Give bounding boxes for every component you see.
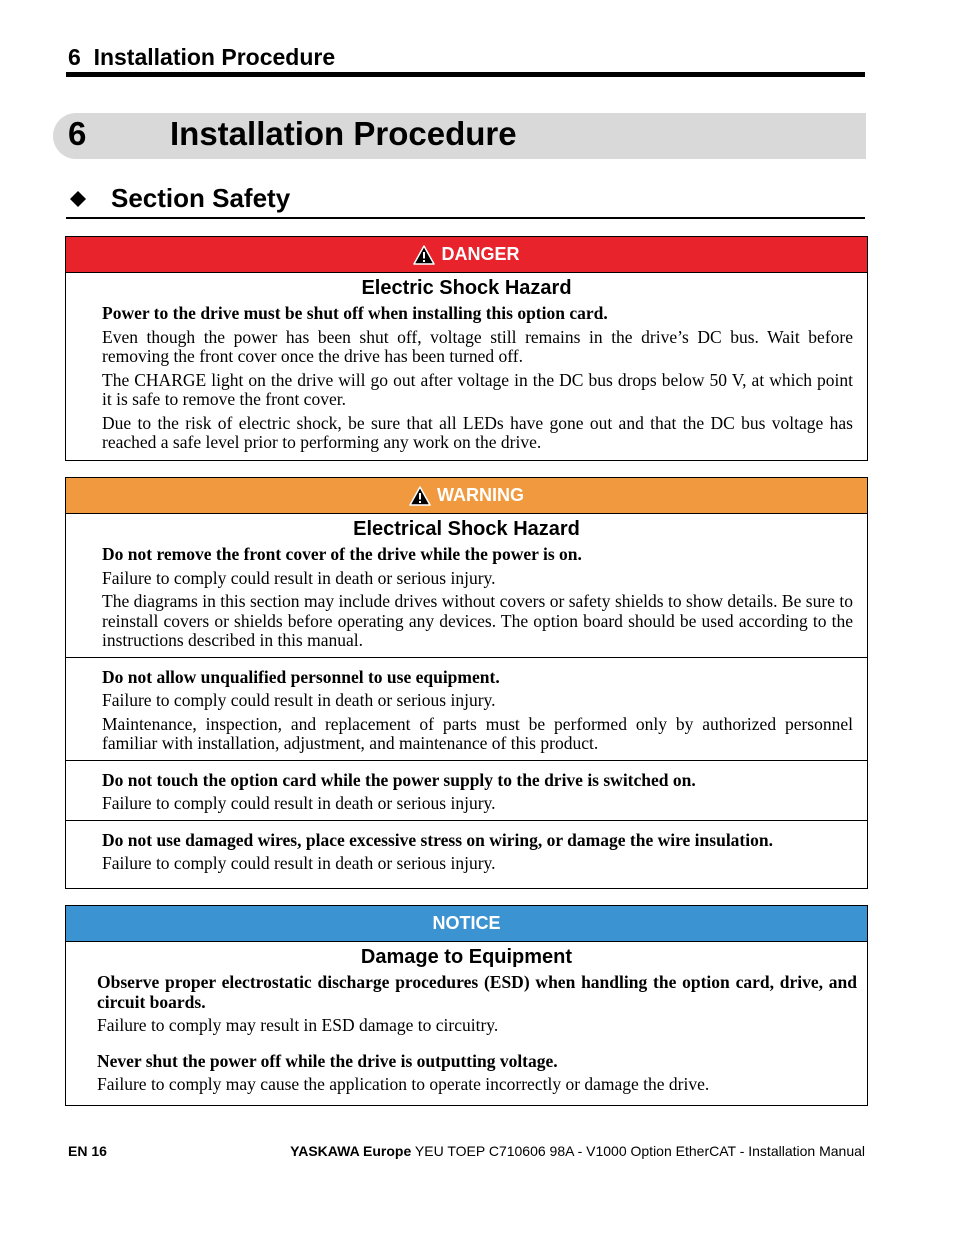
chapter-title: Installation Procedure — [170, 115, 517, 152]
notice-box — [65, 905, 868, 1106]
footer-brand: YASKAWA Europe — [290, 1143, 412, 1159]
notice-instruction: Observe proper electrostatic discharge procedures (ESD) when handling the option card, drive, and circuit boards. — [97, 972, 857, 1012]
chapter-number: 6 — [68, 115, 87, 152]
notice-paragraph: Failure to comply may cause the application to operate incorrectly or damage the drive. — [97, 1074, 710, 1094]
warning-instruction: Do not touch the option card while the power supply to the drive is switched on. — [102, 769, 696, 790]
section-rule — [66, 217, 865, 219]
warning-triangle-icon — [409, 486, 431, 506]
notice-paragraph: Failure to comply may result in ESD damage to circuitry. — [97, 1015, 499, 1035]
notice-instruction: Never shut the power off while the drive is outputting voltage. — [97, 1050, 558, 1071]
danger-label: DANGER — [441, 244, 520, 264]
notice-hazard-title: Damage to Equipment — [360, 946, 573, 968]
footer-document-id — [290, 1143, 865, 1159]
danger-box — [65, 236, 868, 461]
running-head: 6 Installation Procedure — [68, 44, 336, 70]
warning-instruction: Do not remove the front cover of the drive while the power is on. — [102, 544, 582, 564]
warning-item — [66, 657, 867, 760]
warning-paragraph: Failure to comply could result in death or serious injury. — [102, 690, 496, 710]
warning-paragraph: Failure to comply could result in death or serious injury. — [102, 567, 496, 588]
danger-paragraph: Even though the power has been shut off, voltage still remains in the drive’s DC bus. Wait before removing the front cover once the drive has been turned off. — [102, 326, 853, 366]
warning-instruction: Do not allow unqualified personnel to use equipment. — [102, 666, 500, 687]
warning-item — [66, 545, 867, 657]
danger-paragraph: The CHARGE light on the drive will go out after voltage in the DC bus drops below 50 V, at which point it is safe to remove the front cover. — [102, 369, 853, 409]
section-title: Section Safety — [111, 183, 291, 213]
warning-header — [66, 478, 867, 514]
warning-paragraph: Failure to comply could result in death or serious injury. — [102, 793, 496, 813]
warning-triangle-icon — [413, 245, 435, 265]
warning-item — [66, 820, 867, 880]
running-head-rule — [66, 72, 865, 77]
warning-box — [65, 477, 868, 889]
page-number: EN 16 — [68, 1143, 107, 1159]
warning-item — [66, 760, 867, 820]
warning-paragraph: The diagrams in this section may include drives without covers or safety shields to show details. Be sure to reinstall covers or shields before operating any devices. The option board should be used according to the instructions described in this manual. — [102, 591, 853, 650]
danger-hazard-title: Electric Shock Hazard — [361, 277, 572, 299]
warning-label: WARNING — [437, 485, 524, 505]
warning-paragraph: Maintenance, inspection, and replacement of parts must be performed only by authorized personnel familiar with installation, adjustment, and maintenance of this product. — [102, 713, 853, 753]
warning-hazard-title: Electrical Shock Hazard — [353, 518, 580, 540]
warning-paragraph: Failure to comply could result in death or serious injury. — [102, 853, 496, 873]
danger-instruction: Power to the drive must be shut off when installing this option card. — [102, 303, 608, 323]
warning-instruction: Do not use damaged wires, place excessive stress on wiring, or damage the wire insulation. — [102, 829, 773, 850]
diamond-bullet-icon — [70, 191, 86, 207]
footer-doc-title: YEU TOEP C710606 98A - V1000 Option EtherCAT - Installation Manual — [411, 1143, 865, 1159]
danger-paragraph: Due to the risk of electric shock, be sure that all LEDs have gone out and that the DC bus voltage has reached a safe level prior to performing any work on the drive. — [102, 412, 853, 452]
notice-header — [66, 906, 867, 942]
danger-header — [66, 237, 867, 273]
notice-label: NOTICE — [432, 913, 501, 933]
